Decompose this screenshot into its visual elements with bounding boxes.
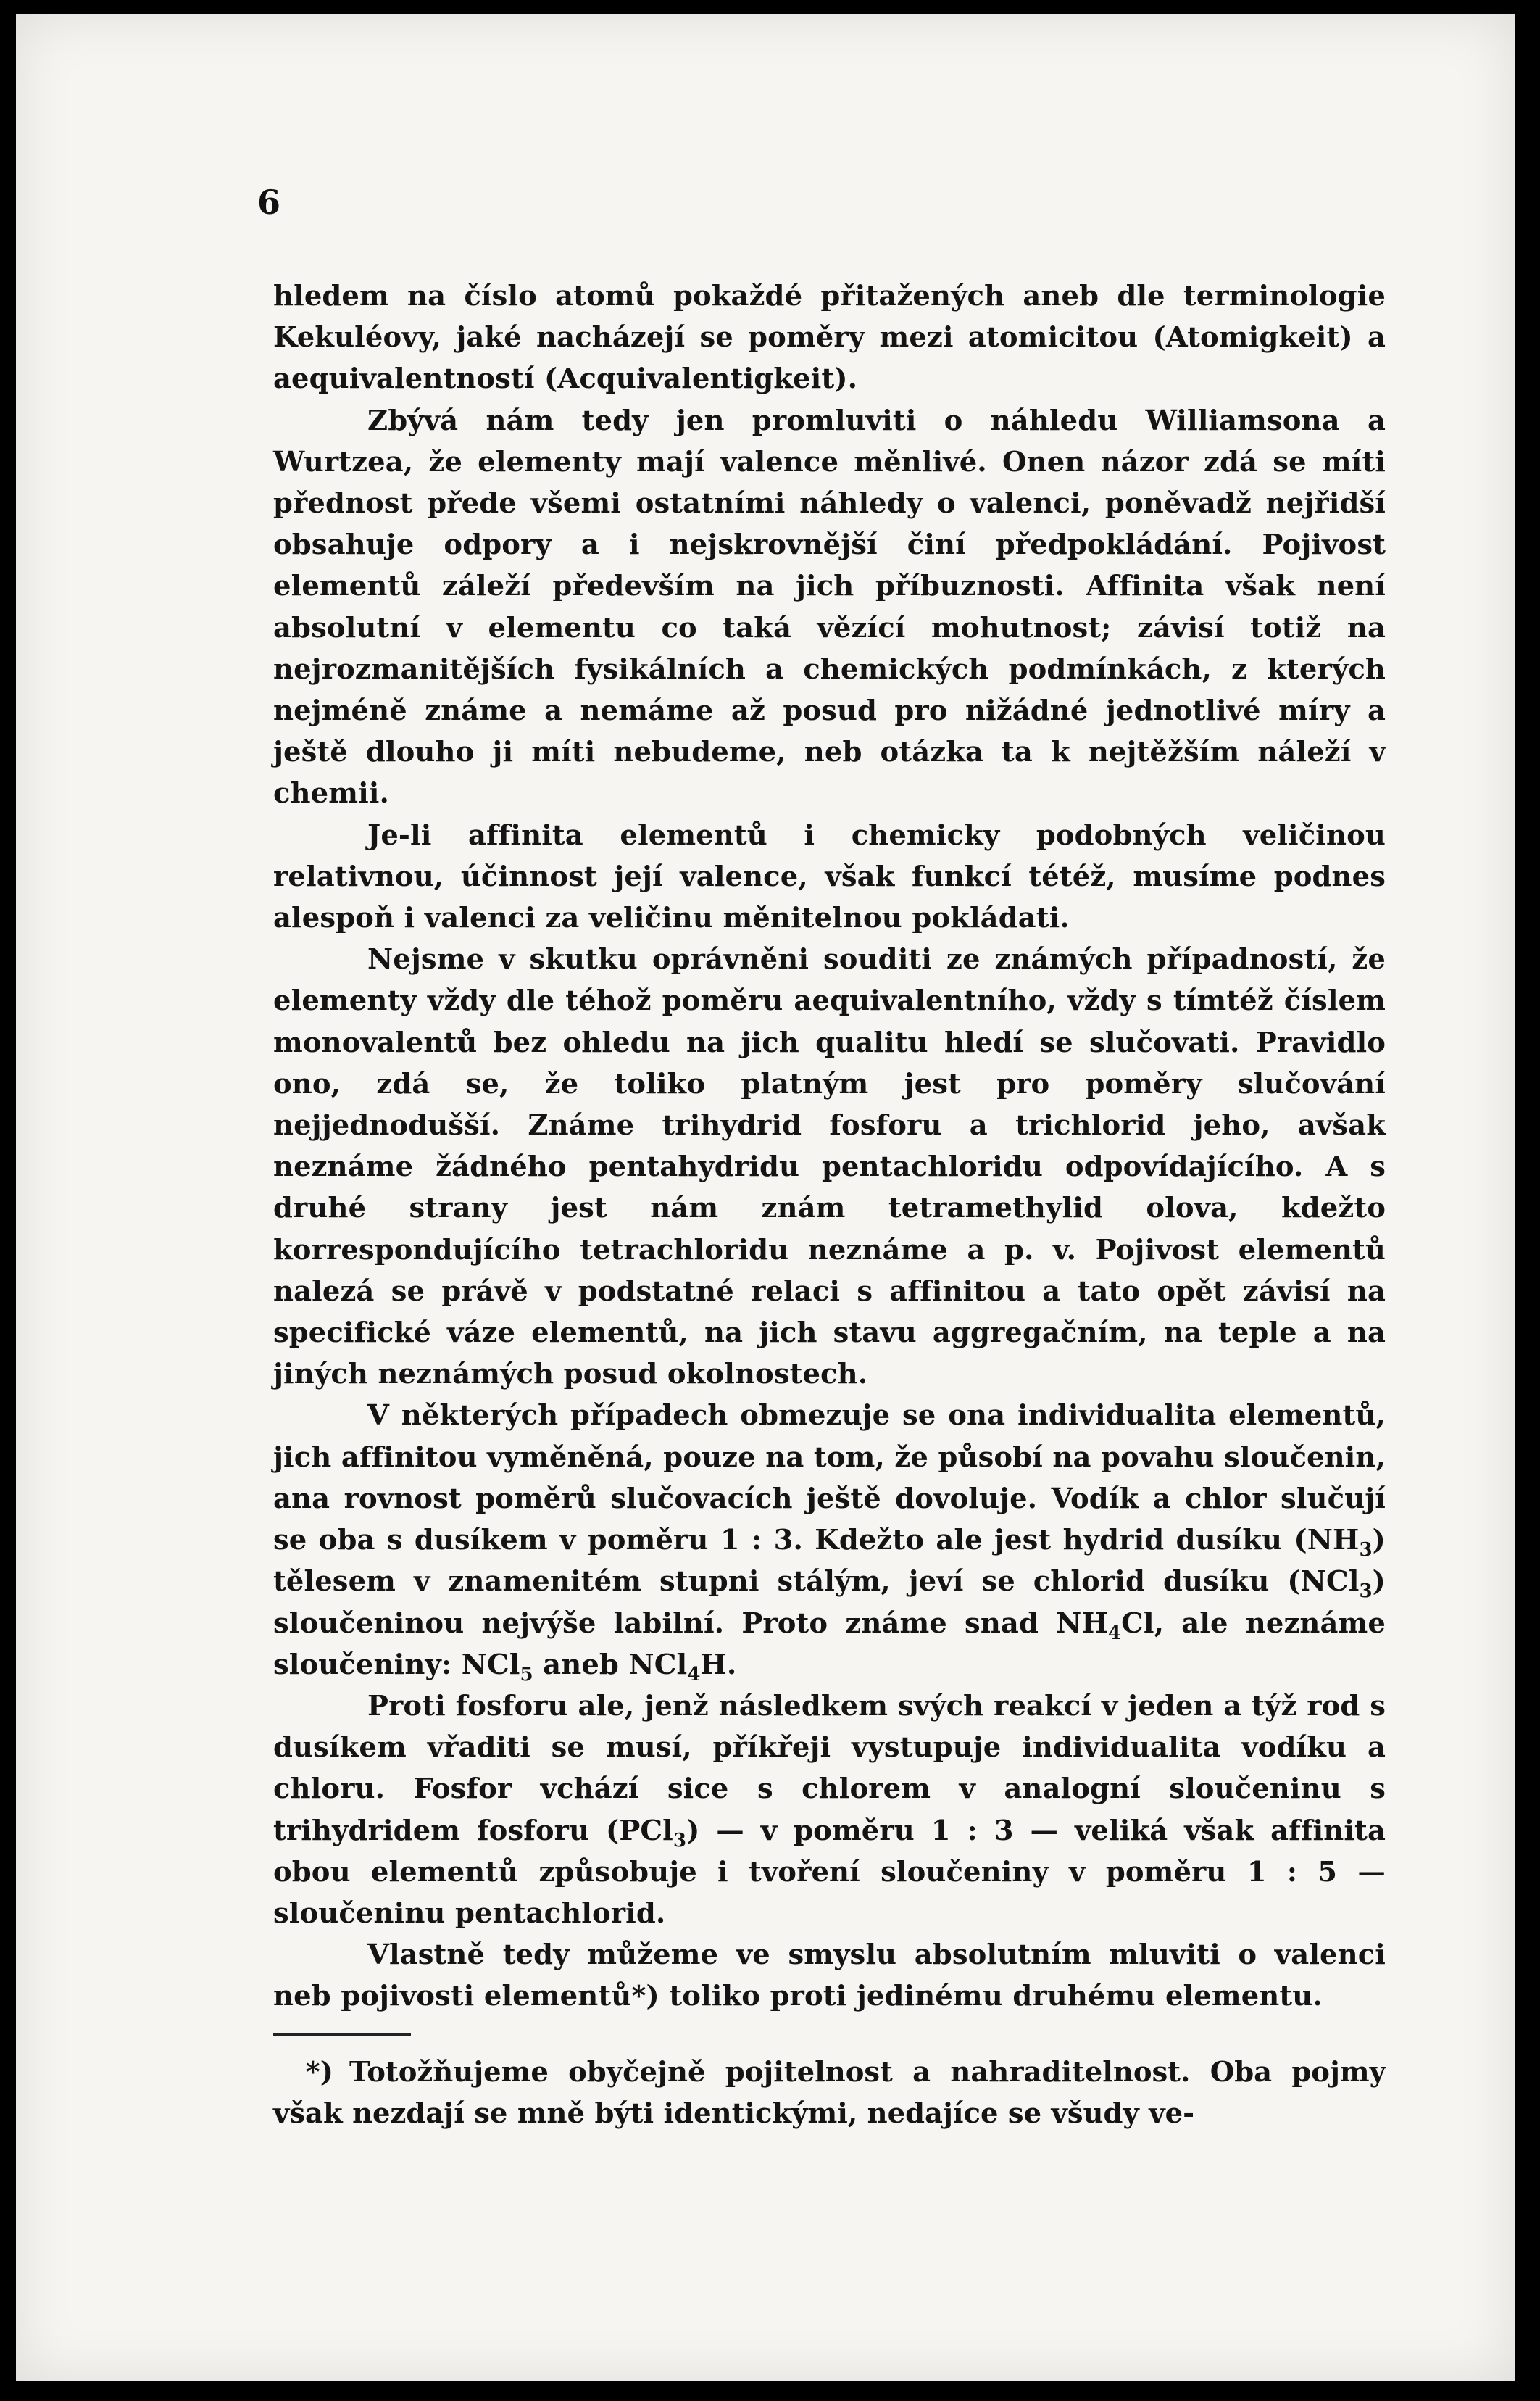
subscript: 5 — [520, 1663, 533, 1685]
footnote-divider — [273, 2033, 411, 2036]
paragraph-5-text-a: V některých případech obmezuje se ona individualita elementů, jich affinitou vyměněná, pouze na tom, že působí na povahu sloučenin, ana rovnost poměrů slučovacích ještě dovoluje. Vodík a chlor slučují se oba s dusíkem v poměru 1 : 3. Kdežto ale jest hydrid dusíku (NH — [273, 1399, 1386, 1557]
footnote — [273, 2052, 1386, 2134]
footnote-marker: *) — [305, 2056, 333, 2089]
paragraph-5-text-c: ) sloučeninou nejvýše labilní. Proto známe snad NH — [273, 1565, 1386, 1640]
subscript: 3 — [1359, 1580, 1373, 1603]
paragraph-7: Vlastně tedy můžeme ve smyslu absolutním mluviti o valenci neb pojivosti elementů*) toliko proti jedinému druhému elementu. — [273, 1938, 1386, 2013]
subscript: 3 — [673, 1829, 687, 1851]
paragraph-5-text-b: ) tělesem v znamenitém stupni stálým, jeví se chlorid dusíku (NCl — [273, 1524, 1386, 1598]
paragraph-5-text-d: Cl, ale neznáme sloučeniny: NCl — [273, 1606, 1386, 1681]
paragraph-1: hledem na číslo atomů pokaždé přitažených aneb dle terminologie Kekuléovy, jaké nacházejí se poměry mezi atomicitou (Atomigkeit) a aequivalentností (Acquivalentigkeit). — [273, 280, 1386, 396]
paragraph-6 — [273, 1685, 1386, 1934]
paragraph-6-text-b: ) — v poměru 1 : 3 — veliká však affinita obou elementů způsobuje i tvoření sloučeniny v poměru 1 : 5 — sloučeninu pentachlorid. — [273, 1814, 1386, 1930]
paragraph-5-text-f: H. — [700, 1648, 737, 1681]
paragraph-4: Nejsme v skutku oprávněni souditi ze známých případností, že elementy vždy dle téhož poměru aequivalentního, vždy s tímtéž číslem monovalentů bez ohledu na jich qualitu hledí se slučovati. Pravidlo ono, zdá se, že toliko platným jest pro poměry slučování nejjednodušší. Známe trihydrid fosforu a trichlorid jeho, avšak neznáme žádného pentahydridu pentachloridu odpovídajícího. A s druhé strany jest nám znám tetramethylid olova, kdežto korrespondujícího tetrachloridu neznáme a p. v. Pojivost elementů nalezá se právě v podstatné relaci s affinitou a tato opět závisí na specifické váze elementů, na jich stavu aggregačním, na teple a na jiných neznámých posud okolnostech. — [273, 943, 1386, 1391]
paragraph-3: Je-li affinita elementů i chemicky podobných veličinou relativnou, účinnost její valence, však funkcí tétéž, musíme podnes alespoň i valenci za veličinu měnitelnou pokládati. — [273, 818, 1386, 935]
subscript: 4 — [687, 1663, 701, 1685]
paragraph-5 — [273, 1395, 1386, 1685]
paragraph-6-text-a: Proti fosforu ale, jenž následkem svých reakcí v jeden a týž rod s dusíkem vřaditi se musí, příkřeji vystupuje individualita vodíku a chloru. Fosfor vchází sice s chlorem v analogní sloučeninu s trihydridem fosforu (PCl — [273, 1689, 1386, 1847]
subscript: 4 — [1107, 1622, 1122, 1644]
paragraph-2: Zbývá nám tedy jen promluviti o náhledu Williamsona a Wurtzea, že elementy mají valence měnlivé. Onen názor zdá se míti přednost přede všemi ostatními náhledy o valenci, poněvadž nejřidší obsahuje odpory a i nejskrovnější činí předpokládání. Pojivost elementů záleží především na jich příbuznosti. Affinita však není absolutní v elementu co taká vězící mohutnost; závisí totiž na nejrozmanitějších fysikálních a chemických podmínkách, z kterých nejméně známe a nemáme až posud pro nižádné jednotlivé míry a ještě dlouho ji míti nebudeme, neb otázka ta k nejtěžším náleží v chemii. — [273, 404, 1386, 810]
subscript: 3 — [1359, 1539, 1373, 1562]
footnote-text: Totožňujeme obyčejně pojitelnost a nahraditelnost. Oba pojmy však nezdají se mně býti identickými, nedajíce se všudy ve- — [273, 2056, 1386, 2130]
paragraph-5-text-e: aneb NCl — [533, 1648, 688, 1681]
book-page — [16, 14, 1515, 2381]
page-number: 6 — [257, 183, 281, 222]
body-text — [273, 275, 1386, 2018]
